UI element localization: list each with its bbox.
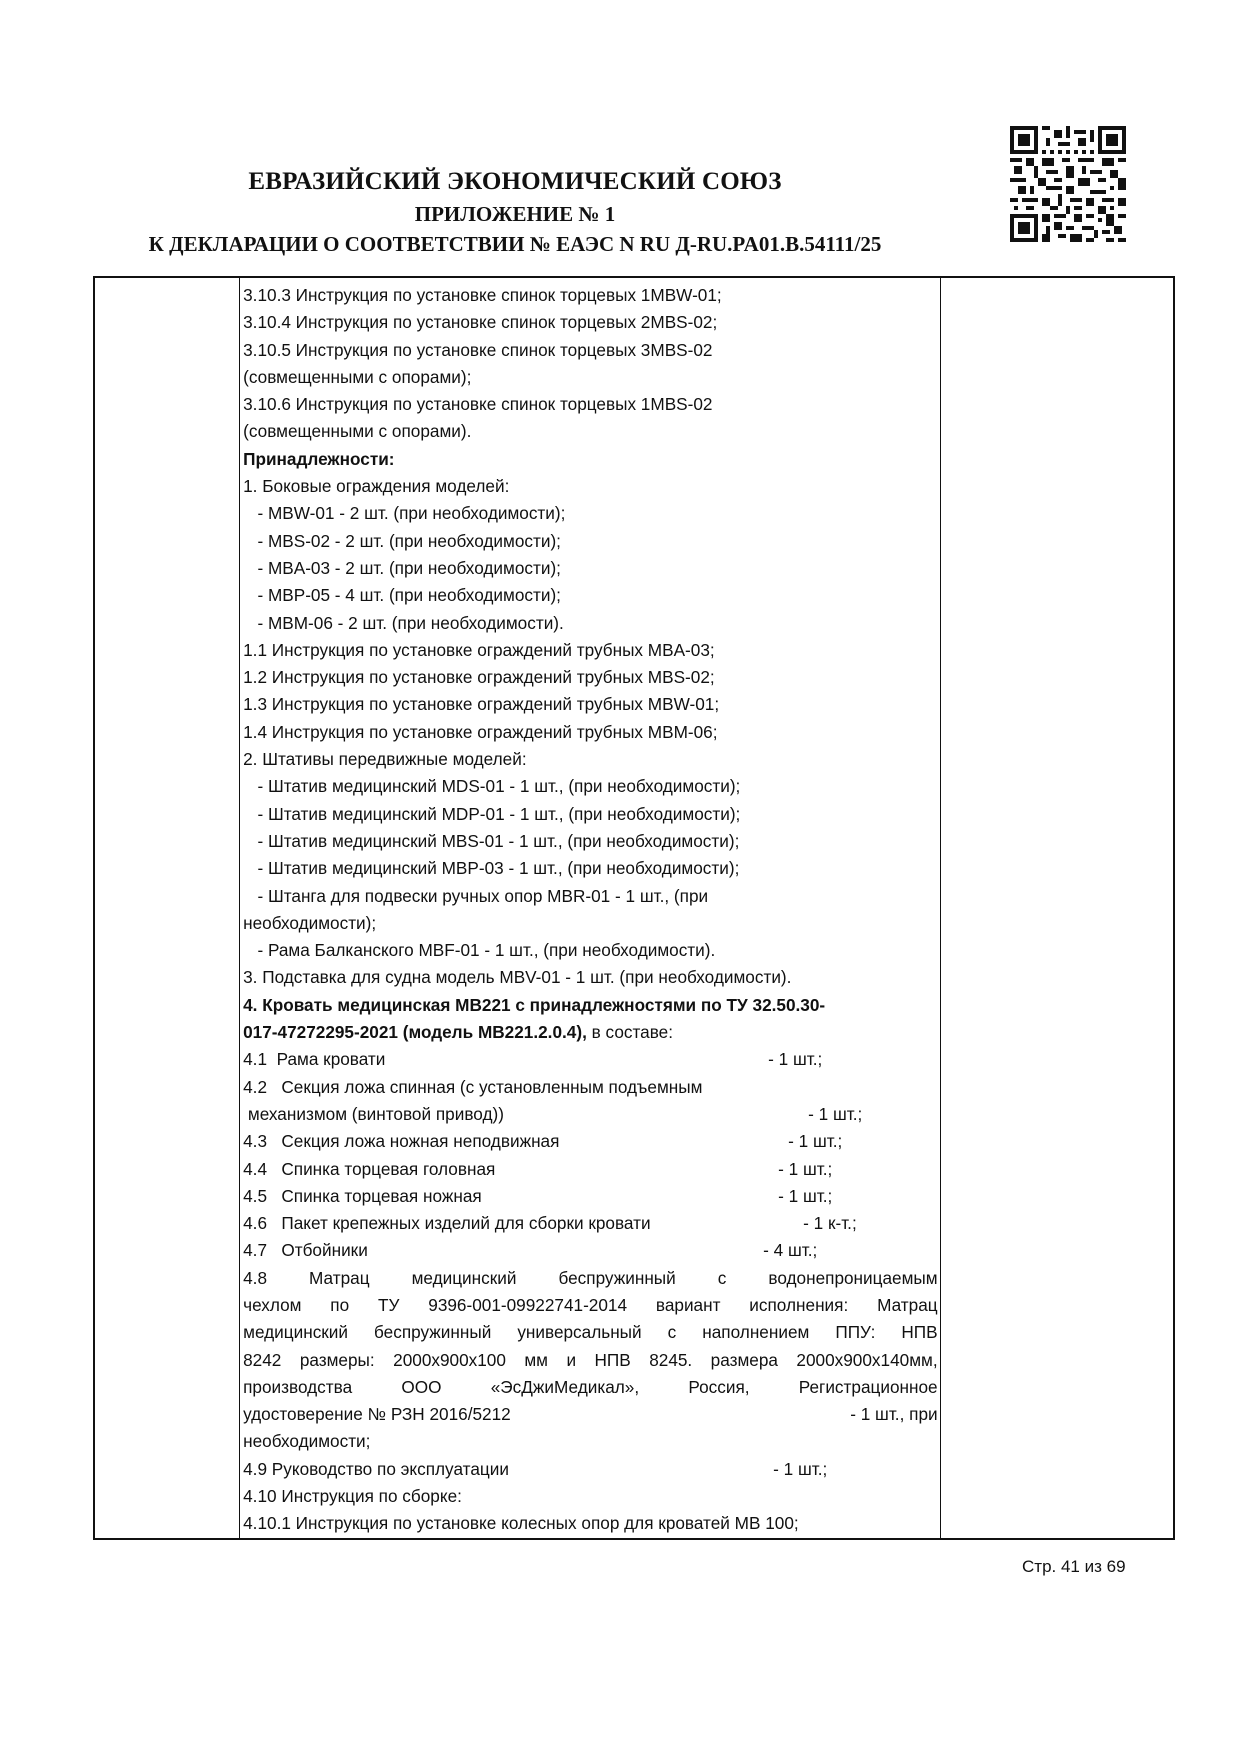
list-item: - MBP-05 - 4 шт. (при необходимости); bbox=[243, 585, 561, 606]
accessories-heading: Принадлежности: bbox=[243, 448, 395, 469]
page-number: Стр. 41 из 69 bbox=[1022, 1557, 1126, 1576]
text-line: 3. Подставка для судна модель MBV-01 - 1 шт. (при необходимости). bbox=[243, 967, 792, 988]
list-item: - MBW-01 - 2 шт. (при необходимости); bbox=[243, 503, 566, 524]
component-row bbox=[243, 1046, 937, 1073]
component-qty: - 1 шт.; bbox=[808, 1103, 863, 1124]
text-line: 1.1 Инструкция по установке ограждений трубных MBA-03; bbox=[243, 639, 715, 660]
mattress-line: 4.8 Матрац медицинский беспружинный с водонепроницаемым bbox=[243, 1267, 938, 1288]
bed-title-line-1: 4. Кровать медицинская МВ221 с принадлежностями по ТУ 32.50.30- bbox=[243, 994, 826, 1015]
component-row bbox=[243, 1101, 937, 1128]
component-name: механизмом (винтовой привод)) bbox=[243, 1103, 504, 1124]
text-line: 3.10.6 Инструкция по установке спинок торцевых 1MBS-02 bbox=[243, 394, 713, 415]
mattress-line: медицинский беспружинный универсальный с наполнением ППУ: НПВ bbox=[243, 1322, 938, 1343]
component-row bbox=[243, 1128, 937, 1155]
declaration-title: К ДЕКЛАРАЦИИ О СООТВЕТСТВИИ № ЕАЭС N RU Д-RU.PA01.B.54111/25 bbox=[148, 232, 882, 256]
text-line: 1.2 Инструкция по установке ограждений трубных MBS-02; bbox=[243, 667, 715, 688]
declaration-table bbox=[93, 276, 1175, 1540]
assembly-heading: 4.10 Инструкция по сборке: bbox=[243, 1486, 462, 1507]
component-name: 4.3 Секция ложа ножная неподвижная bbox=[243, 1131, 560, 1152]
component-name: 4.7 Отбойники bbox=[243, 1240, 368, 1261]
bed-title-tail: в составе: bbox=[586, 1022, 673, 1043]
mattress-cert-row bbox=[243, 1401, 937, 1428]
text-line: необходимости); bbox=[243, 912, 377, 933]
mattress-qty: - 1 шт., при bbox=[850, 1404, 938, 1425]
appendix-title: ПРИЛОЖЕНИЕ № 1 bbox=[414, 202, 616, 226]
mattress-cert: удостоверение № РЗН 2016/5212 bbox=[243, 1404, 511, 1425]
component-qty: - 4 шт.; bbox=[763, 1240, 818, 1261]
list-item: - Штанга для подвески ручных опор MBR-01 - 1 шт., (при bbox=[243, 885, 709, 906]
component-row bbox=[243, 1237, 937, 1264]
mattress-line: производства ООО «ЭсДжиМедикал», Россия, Регистрационное bbox=[243, 1376, 938, 1397]
text-line: 3.10.5 Инструкция по установке спинок торцевых 3MBS-02 bbox=[243, 339, 713, 360]
component-row: 4.2 Секция ложа спинная (с установленным подъемным bbox=[243, 1076, 703, 1097]
component-qty: - 1 шт.; bbox=[778, 1185, 833, 1206]
list-item: - MBA-03 - 2 шт. (при необходимости); bbox=[243, 557, 561, 578]
text-line: 1. Боковые ограждения моделей: bbox=[243, 476, 510, 497]
text-line: (совмещенными с опорами). bbox=[243, 421, 472, 442]
text-line: 3.10.4 Инструкция по установке спинок торцевых 2MBS-02; bbox=[243, 312, 718, 333]
component-qty: - 1 шт.; bbox=[768, 1049, 823, 1070]
component-name: 4.4 Спинка торцевая головная bbox=[243, 1158, 496, 1179]
component-qty: - 1 шт.; bbox=[778, 1158, 833, 1179]
list-item: - Штатив медицинский MDP-01 - 1 шт., (при необходимости); bbox=[243, 803, 741, 824]
list-item: - Штатив медицинский MDS-01 - 1 шт., (при необходимости); bbox=[243, 776, 741, 797]
mattress-line: чехлом по ТУ 9396-001-09922741-2014 вариант исполнения: Матрац bbox=[243, 1294, 938, 1315]
component-qty: - 1 к-т.; bbox=[803, 1213, 857, 1234]
table-cell-right bbox=[940, 277, 1174, 1539]
text-line: 1.4 Инструкция по установке ограждений трубных MBM-06; bbox=[243, 721, 718, 742]
text-line: 3.10.3 Инструкция по установке спинок торцевых 1MBW-01; bbox=[243, 285, 722, 305]
text-line: необходимости; bbox=[243, 1431, 371, 1452]
text-line: 1.3 Инструкция по установке ограждений трубных MBW-01; bbox=[243, 694, 720, 715]
text-line: 2. Штативы передвижные моделей: bbox=[243, 749, 527, 770]
text-line: (совмещенными с опорами); bbox=[243, 366, 472, 387]
list-item: - Рама Балканского MBF-01 - 1 шт., (при необходимости). bbox=[243, 940, 716, 961]
table-row bbox=[94, 277, 1174, 1539]
component-row bbox=[243, 1210, 937, 1237]
table-cell-left bbox=[94, 277, 240, 1539]
union-title: ЕВРАЗИЙСКИЙ ЭКОНОМИЧЕСКИЙ СОЮЗ bbox=[248, 168, 782, 195]
text-line: 4.10.1 Инструкция по установке колесных опор для кроватей МВ 100; bbox=[243, 1513, 799, 1534]
bed-title-line-2 bbox=[243, 1019, 937, 1046]
component-qty: - 1 шт.; bbox=[788, 1131, 843, 1152]
list-item: - Штатив медицинский MBP-03 - 1 шт., (при необходимости); bbox=[243, 858, 740, 879]
component-name: 4.1 Рама кровати bbox=[243, 1049, 386, 1070]
list-item: - MBM-06 - 2 шт. (при необходимости). bbox=[243, 612, 564, 633]
manual-qty: - 1 шт.; bbox=[773, 1458, 828, 1479]
component-name: 4.5 Спинка торцевая ножная bbox=[243, 1185, 482, 1206]
table-cell-content bbox=[240, 277, 940, 1539]
manual-row bbox=[243, 1456, 937, 1483]
bed-components-list bbox=[243, 1046, 937, 1264]
component-row bbox=[243, 1183, 937, 1210]
component-row bbox=[243, 1156, 937, 1183]
component-name: 4.6 Пакет крепежных изделий для сборки кровати bbox=[243, 1213, 651, 1234]
list-item: - Штатив медицинский MBS-01 - 1 шт., (при необходимости); bbox=[243, 830, 740, 851]
bed-title-bold: 017-47272295-2021 (модель МВ221.2.0.4), bbox=[243, 1022, 587, 1043]
document-header bbox=[0, 165, 1030, 259]
mattress-line: 8242 размеры: 2000х900х100 мм и НПВ 8245. размера 2000х900х140мм, bbox=[243, 1349, 938, 1370]
manual-label: 4.9 Руководство по эксплуатации bbox=[243, 1458, 509, 1479]
list-item: - MBS-02 - 2 шт. (при необходимости); bbox=[243, 530, 561, 551]
